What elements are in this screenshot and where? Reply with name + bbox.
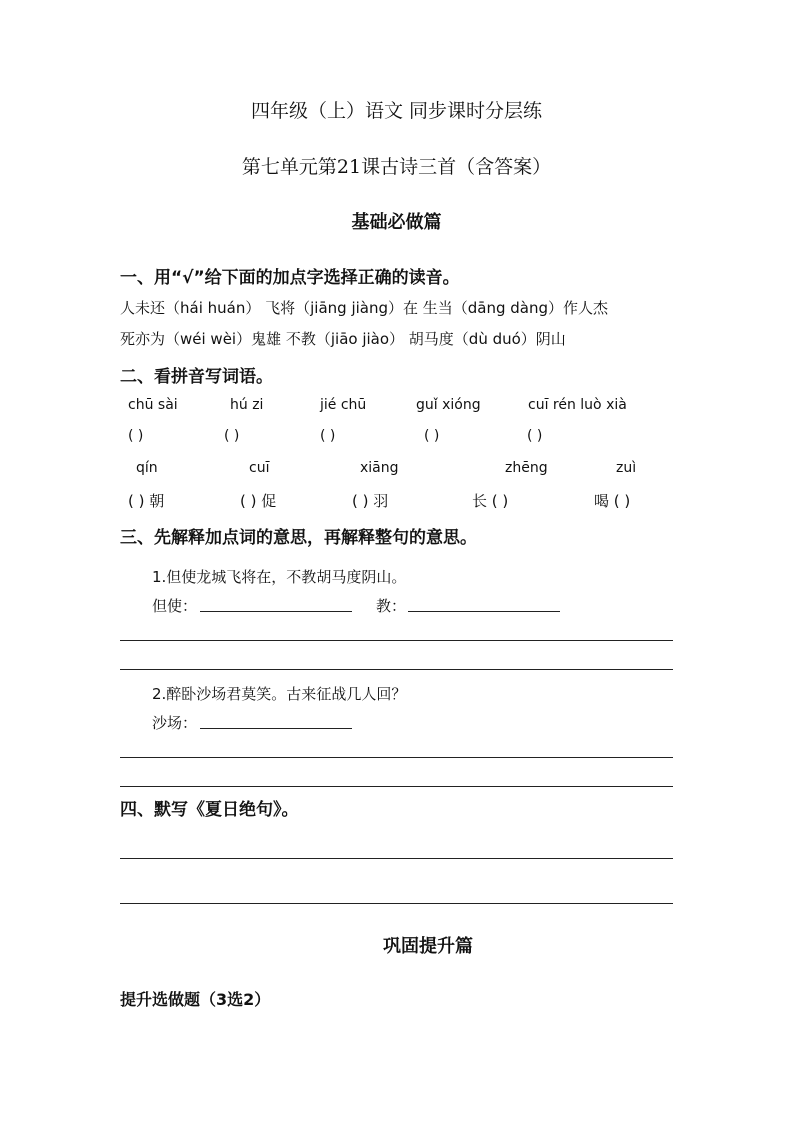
q3-item-1-label-jiao: 教： [376, 597, 407, 615]
answer-line[interactable] [120, 903, 673, 904]
q1-line-1: 人未还（hái huán） 飞将（jiāng jiàng）在 生当（dāng dàng）作人杰 [120, 299, 609, 317]
pinyin-qin: qín [136, 460, 158, 476]
pinyin-gui-xiong: guǐ xióng [416, 397, 481, 413]
pinyin-zui: zuì [616, 460, 637, 476]
section-advanced-title: 巩固提升篇 [383, 936, 473, 957]
q2-heading: 二、看拼音写词语。 [120, 367, 273, 387]
word-blank-yu[interactable]: ( ) 羽 [352, 492, 389, 510]
answer-line[interactable] [120, 640, 673, 641]
answer-line[interactable] [120, 757, 673, 758]
answer-underline-danshi[interactable] [200, 611, 352, 612]
q3-heading: 三、先解释加点词的意思，再解释整句的意思。 [120, 528, 477, 548]
answer-underline-shachang[interactable] [200, 728, 352, 729]
word-blank-he[interactable]: 喝 ( ) [594, 492, 631, 510]
section-basic-title: 基础必做篇 [351, 212, 442, 233]
q1-line-2: 死亦为（wéi wèi）鬼雄 不教（jiāo jiào） 胡马度（dù duó）阴山 [120, 330, 566, 348]
answer-line[interactable] [120, 669, 673, 670]
word-blank-chang[interactable]: 长 ( ) [472, 492, 509, 510]
q3-item-2: 2.醉卧沙场君莫笑。古来征战几人回？ [152, 685, 407, 703]
answer-blank[interactable]: ( ) [320, 428, 336, 444]
answer-blank[interactable]: ( ) [224, 428, 240, 444]
word-blank-chao[interactable]: ( ) 朝 [128, 492, 165, 510]
answer-line[interactable] [120, 858, 673, 859]
q4-heading: 四、默写《夏日绝句》。 [120, 800, 299, 820]
q3-item-2-label-shachang: 沙场： [152, 714, 198, 732]
word-blank-cu[interactable]: ( ) 促 [240, 492, 277, 510]
pinyin-cui-ren-luo-xia: cuī rén luò xià [528, 397, 627, 413]
pinyin-xiang: xiāng [360, 460, 399, 476]
answer-underline-jiao[interactable] [408, 611, 560, 612]
q3-item-1: 1.但使龙城飞将在，不教胡马度阴山。 [152, 568, 407, 586]
pinyin-jie-chu: jié chū [320, 397, 367, 413]
advanced-subheading: 提升选做题（3选2） [120, 990, 271, 1009]
answer-line[interactable] [120, 786, 673, 787]
page-title: 四年级（上）语文 同步课时分层练 [250, 100, 543, 122]
page-subtitle: 第七单元第21课古诗三首（含答案） [241, 156, 552, 178]
q1-heading: 一、用“√”给下面的加点字选择正确的读音。 [120, 268, 460, 288]
pinyin-chu-sai: chū sài [128, 397, 178, 413]
answer-blank[interactable]: ( ) [527, 428, 543, 444]
pinyin-cui: cuī [249, 460, 270, 476]
answer-blank[interactable]: ( ) [424, 428, 440, 444]
q3-item-1-label-danshi: 但使： [152, 597, 198, 615]
answer-blank[interactable]: ( ) [128, 428, 144, 444]
pinyin-zheng: zhēng [505, 460, 548, 476]
pinyin-hu-zi: hú zi [230, 397, 264, 413]
